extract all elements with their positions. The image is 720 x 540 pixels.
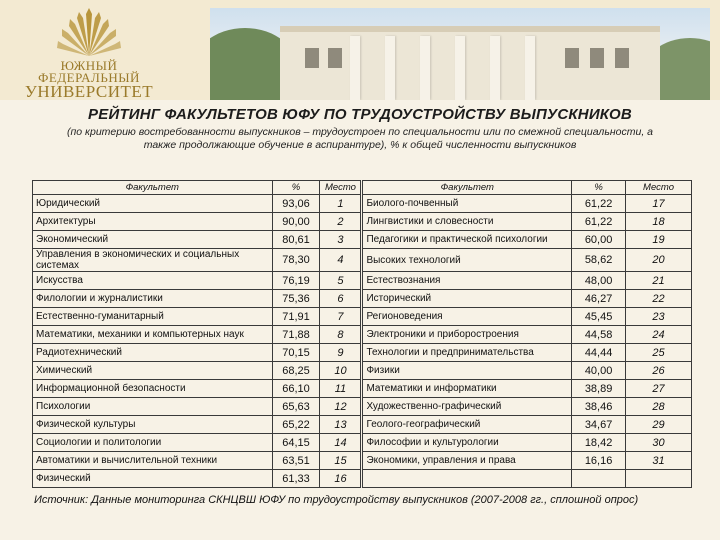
rank-place: 8 — [320, 326, 362, 344]
rank-place: 2 — [320, 213, 362, 231]
percent-value — [572, 470, 626, 488]
percent-value: 60,00 — [572, 231, 626, 249]
percent-value: 61,22 — [572, 213, 626, 231]
rank-place: 17 — [626, 195, 692, 213]
percent-value: 66,10 — [272, 380, 320, 398]
percent-value: 38,46 — [572, 398, 626, 416]
percent-value: 40,00 — [572, 362, 626, 380]
table-row — [33, 380, 692, 398]
faculty-name: Юридический — [33, 195, 273, 213]
percent-value: 63,51 — [272, 452, 320, 470]
faculty-name: Математики, механики и компьютерных наук — [33, 326, 273, 344]
rank-place: 19 — [626, 231, 692, 249]
rank-place: 13 — [320, 416, 362, 434]
rank-place: 5 — [320, 272, 362, 290]
rank-place: 30 — [626, 434, 692, 452]
rank-place: 4 — [320, 249, 362, 272]
faculty-name: Биолого-почвенный — [362, 195, 572, 213]
faculty-name: Информационной безопасности — [33, 380, 273, 398]
percent-value: 93,06 — [272, 195, 320, 213]
rank-place: 3 — [320, 231, 362, 249]
header-pct-left: % — [272, 181, 320, 195]
table-row — [33, 308, 692, 326]
faculty-name: Электроники и приборостроения — [362, 326, 572, 344]
percent-value: 78,30 — [272, 249, 320, 272]
table-row — [33, 195, 692, 213]
rank-place: 14 — [320, 434, 362, 452]
percent-value: 18,42 — [572, 434, 626, 452]
rank-place: 11 — [320, 380, 362, 398]
percent-value: 76,19 — [272, 272, 320, 290]
faculty-name: Химический — [33, 362, 273, 380]
page-title: РЕЙТИНГ ФАКУЛЬТЕТОВ ЮФУ ПО ТРУДОУСТРОЙСТВУ ВЫПУСКНИКОВ — [88, 106, 632, 123]
university-building-photo — [210, 8, 710, 100]
rank-place: 18 — [626, 213, 692, 231]
rank-place: 31 — [626, 452, 692, 470]
faculty-name: Геолого-географический — [362, 416, 572, 434]
header-banner — [0, 0, 720, 100]
table-row — [33, 231, 692, 249]
faculty-name: Естествознания — [362, 272, 572, 290]
page-subtitle: (по критерию востребованности выпускников – трудоустроен по специальности или по смежной специальности, а также продолжающие обучение в аспирантуре), % к общей численности выпускников — [66, 126, 653, 151]
table-row — [33, 249, 692, 272]
rank-place — [626, 470, 692, 488]
percent-value: 65,22 — [272, 416, 320, 434]
percent-value: 46,27 — [572, 290, 626, 308]
percent-value: 61,22 — [572, 195, 626, 213]
percent-value: 38,89 — [572, 380, 626, 398]
faculty-name: Филологии и журналистики — [33, 290, 273, 308]
table-row — [33, 362, 692, 380]
table-row — [33, 470, 692, 488]
faculty-name: Физической культуры — [33, 416, 273, 434]
percent-value: 68,25 — [272, 362, 320, 380]
faculty-name: Философии и культурологии — [362, 434, 572, 452]
percent-value: 16,16 — [572, 452, 626, 470]
rank-place: 24 — [626, 326, 692, 344]
faculty-name: Архитектуры — [33, 213, 273, 231]
rank-place: 22 — [626, 290, 692, 308]
faculty-name: Высоких технологий — [362, 249, 572, 272]
university-logo — [14, 6, 204, 101]
percent-value: 64,15 — [272, 434, 320, 452]
faculty-name: Художественно-графический — [362, 398, 572, 416]
faculty-name: Физический — [33, 470, 273, 488]
faculty-name: Автоматики и вычислительной техники — [33, 452, 273, 470]
table-header-row — [33, 181, 692, 195]
header-place-left: Место — [320, 181, 362, 195]
rank-place: 27 — [626, 380, 692, 398]
rank-place: 25 — [626, 344, 692, 362]
rank-place: 21 — [626, 272, 692, 290]
faculty-name: Математики и информатики — [362, 380, 572, 398]
table-row — [33, 290, 692, 308]
percent-value: 80,61 — [272, 231, 320, 249]
rank-place: 29 — [626, 416, 692, 434]
rank-place: 26 — [626, 362, 692, 380]
percent-value: 71,91 — [272, 308, 320, 326]
rank-place: 10 — [320, 362, 362, 380]
faculty-name: Исторический — [362, 290, 572, 308]
percent-value: 65,63 — [272, 398, 320, 416]
percent-value: 75,36 — [272, 290, 320, 308]
header-faculty-left: Факультет — [33, 181, 273, 195]
rank-place: 9 — [320, 344, 362, 362]
percent-value: 71,88 — [272, 326, 320, 344]
faculty-name: Регионоведения — [362, 308, 572, 326]
faculty-name: Социологии и политологии — [33, 434, 273, 452]
table-row — [33, 344, 692, 362]
rank-place: 6 — [320, 290, 362, 308]
header-place-right: Место — [626, 181, 692, 195]
faculty-name: Педагогики и практической психологии — [362, 231, 572, 249]
rank-place: 20 — [626, 249, 692, 272]
faculty-name: Управления в экономических и социальных системах — [33, 249, 273, 272]
percent-value: 70,15 — [272, 344, 320, 362]
percent-value: 44,44 — [572, 344, 626, 362]
table-row — [33, 213, 692, 231]
header-faculty-right: Факультет — [362, 181, 572, 195]
ranking-table — [32, 180, 692, 488]
percent-value: 90,00 — [272, 213, 320, 231]
faculty-name — [362, 470, 572, 488]
faculty-name: Экономики, управления и права — [362, 452, 572, 470]
percent-value: 48,00 — [572, 272, 626, 290]
table-row — [33, 272, 692, 290]
rank-place: 16 — [320, 470, 362, 488]
rank-place: 1 — [320, 195, 362, 213]
faculty-name: Экономический — [33, 231, 273, 249]
table-row — [33, 326, 692, 344]
rank-place: 7 — [320, 308, 362, 326]
sunburst-logo-icon — [49, 6, 129, 58]
percent-value: 58,62 — [572, 249, 626, 272]
faculty-name: Искусства — [33, 272, 273, 290]
rank-place: 12 — [320, 398, 362, 416]
table-row — [33, 434, 692, 452]
table-row — [33, 398, 692, 416]
faculty-name: Психологии — [33, 398, 273, 416]
rank-place: 23 — [626, 308, 692, 326]
percent-value: 45,45 — [572, 308, 626, 326]
rank-place: 15 — [320, 452, 362, 470]
table-row — [33, 416, 692, 434]
faculty-name: Лингвистики и словесности — [362, 213, 572, 231]
percent-value: 61,33 — [272, 470, 320, 488]
logo-wordmark: ЮЖНЫЙ ФЕДЕРАЛЬНЫЙ УНИВЕРСИТЕТ — [24, 58, 154, 101]
rank-place: 28 — [626, 398, 692, 416]
faculty-name: Физики — [362, 362, 572, 380]
header-pct-right: % — [572, 181, 626, 195]
source-footnote: Источник: Данные мониторинга СКНЦВШ ЮФУ по трудоустройству выпускников (2007-2008 гг., сплошной опрос) — [34, 494, 639, 506]
percent-value: 34,67 — [572, 416, 626, 434]
percent-value: 44,58 — [572, 326, 626, 344]
faculty-name: Естественно-гуманитарный — [33, 308, 273, 326]
faculty-name: Радиотехнический — [33, 344, 273, 362]
faculty-name: Технологии и предпринимательства — [362, 344, 572, 362]
table-row — [33, 452, 692, 470]
